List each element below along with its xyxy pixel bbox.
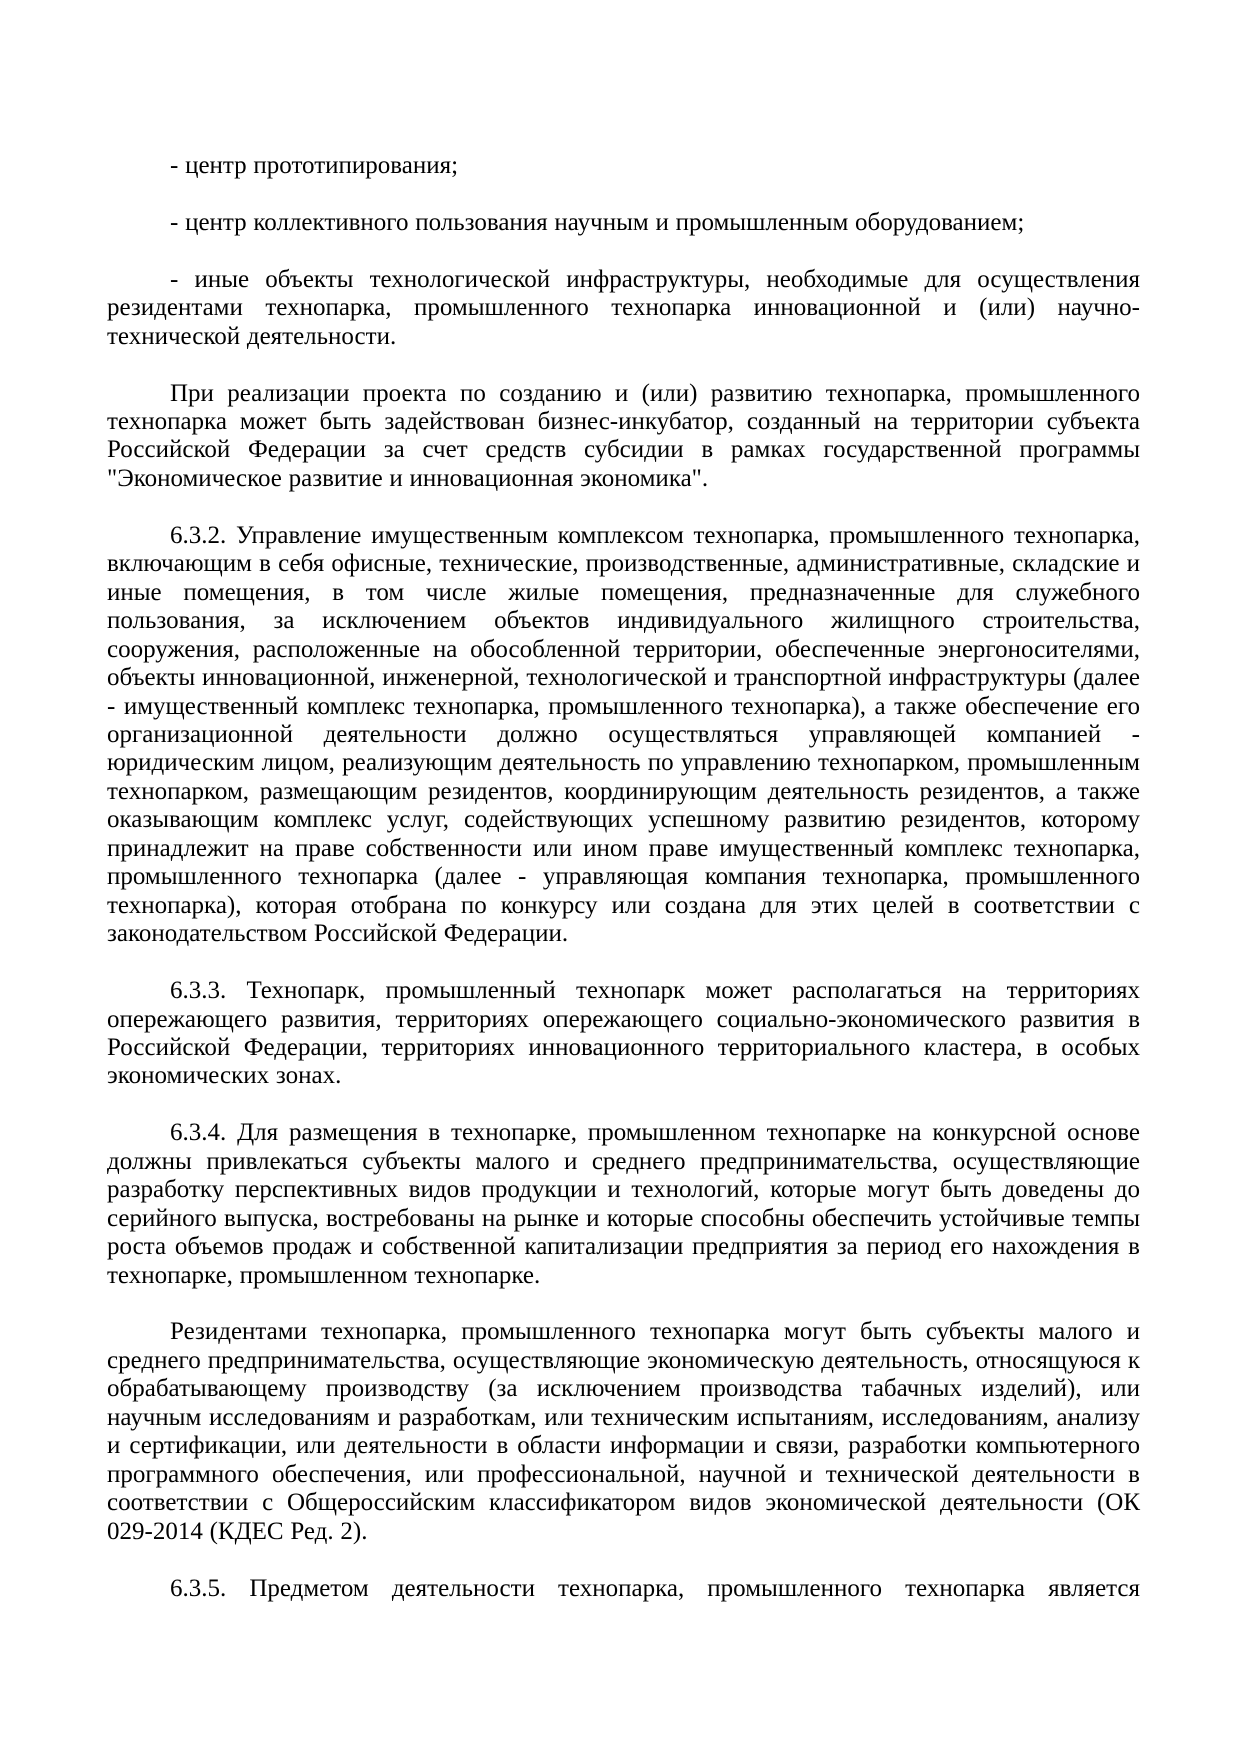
paragraph: - центр прототипирования;: [170, 152, 459, 179]
paragraph: 6.3.4. Для размещения в технопарке, промышленном технопарке на конкурсной основе должны привлекаться субъекты малого и среднего предпринимательства, осуществляющие разработку перспективных видов продукции и технологий, которые могут быть доведены до серийного выпуска, востребованы на рынке и которые способны обеспечить устойчивые темпы роста объемов продаж и собственной капитализации предприятия за период его нахождения в технопарке, промышленном технопарке.: [107, 1119, 1140, 1289]
document-text-block: [107, 152, 1140, 1631]
paragraph: 6.3.3. Технопарк, промышленный технопарк может располагаться на территориях опережающего развития, территориях опережающего социально-экономического развития в Российской Федерации, территориях инновационного территориального кластера, в особых экономических зонах.: [107, 977, 1140, 1090]
paragraph: - иные объекты технологической инфраструктуры, необходимые для осуществления резидентами технопарка, промышленного технопарка инновационной и (или) научно-технической деятельности.: [107, 265, 1140, 350]
paragraph: - центр коллективного пользования научным и промышленным оборудованием;: [170, 208, 1025, 236]
paragraph: Резидентами технопарка, промышленного технопарка могут быть субъекты малого и среднего предпринимательства, осуществляющие экономическую деятельность, относящуюся к обрабатывающему производству (за исключением производства табачных изделий), или научным исследованиям и разработкам, или техническим испытаниям, исследованиям, анализу и сертификации, или деятельности в области информации и связи, разработки компьютерного программного обеспечения, или профессиональной, научной и технической деятельности в соответствии с Общероссийским классификатором видов экономической деятельности (ОК 029-2014 (КДЕС Ред. 2).: [107, 1318, 1140, 1545]
paragraph: При реализации проекта по созданию и (или) развитию технопарка, промышленного технопарка может быть задействован бизнес-инкубатор, созданный на территории субъекта Российской Федерации за счет средств субсидии в рамках государственной программы "Экономическое развитие и инновационная экономика".: [107, 379, 1140, 492]
paragraph: 6.3.5. Предметом деятельности технопарка, промышленного технопарка является: [170, 1574, 1140, 1602]
paragraph: 6.3.2. Управление имущественным комплексом технопарка, промышленного технопарка, включающим в себя офисные, технические, производственные, административные, складские и иные помещения, в том числе жилые помещения, предназначенные для служебного пользования, за исключением объектов индивидуального жилищного строительства, сооружения, расположенные на обособленной территории, обеспеченные энергоносителями, объекты инновационной, инженерной, технологической и транспортной инфраструктуры (далее - имущественный комплекс технопарка, промышленного технопарка), а также обеспечение его организационной деятельности должно осуществляться управляющей компанией - юридическим лицом, реализующим деятельность по управлению технопарком, промышленным технопарком, размещающим резидентов, координирующим деятельность резидентов, а также оказывающим комплекс услуг, содействующих успешному развитию резидентов, которому принадлежит на праве собственности или ином праве имущественный комплекс технопарка, промышленного технопарка (далее - управляющая компания технопарка, промышленного технопарка), которая отобрана по конкурсу или создана для этих целей в соответствии с законодательством Российской Федерации.: [107, 521, 1140, 948]
